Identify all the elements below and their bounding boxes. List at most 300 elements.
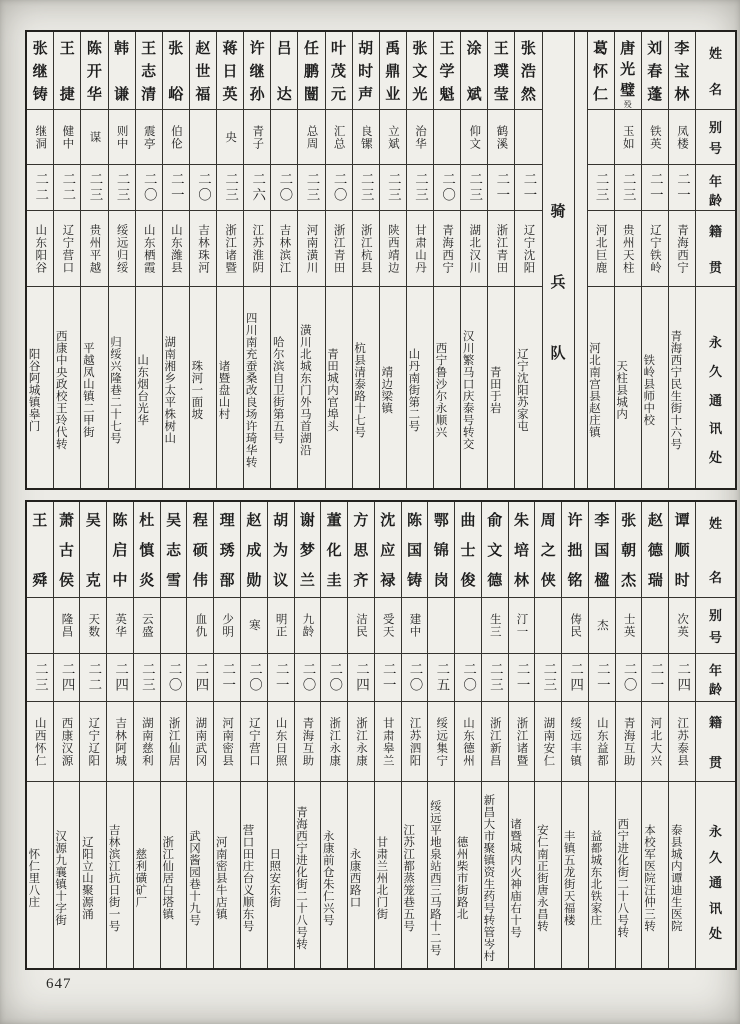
person-name: 赵 世 福 (195, 41, 211, 103)
person-age: 二一 (273, 662, 289, 693)
origin-cell (27, 702, 53, 782)
name-cell (353, 32, 379, 110)
person-name: 王 捷 (59, 41, 75, 103)
age-cell (348, 654, 374, 702)
age-cell (509, 654, 535, 702)
person-alias: 鹤溪 (495, 124, 508, 150)
person-address: 武冈酱园巷十九号 (187, 829, 200, 926)
person-origin: 甘肃山丹 (413, 223, 426, 274)
alias-cell (217, 110, 243, 165)
person-alias: 受天 (381, 613, 394, 638)
origin-cell (54, 211, 80, 287)
person-column (347, 502, 374, 968)
roster-table-bottom (25, 500, 737, 970)
person-address: 辽宁沈阳苏家屯 (515, 348, 528, 432)
age-cell (616, 654, 642, 702)
name-cell (348, 502, 374, 598)
person-column (270, 32, 297, 488)
header-column (695, 32, 735, 488)
alias-cell (562, 598, 588, 654)
alias-cell (515, 110, 541, 165)
origin-cell (380, 211, 406, 287)
person-column (534, 502, 561, 968)
person-age: 二〇 (277, 172, 293, 203)
person-address: 河南密县牛店镇 (214, 835, 227, 920)
person-address: 归绥兴隆巷二十七号 (109, 336, 121, 444)
name-cell (375, 502, 401, 598)
alias-cell (80, 598, 106, 654)
person-address: 营口田庄台义顺东号 (241, 823, 254, 932)
origin-cell (434, 211, 460, 287)
alias-cell (535, 598, 561, 654)
person-column (216, 32, 243, 488)
origin-cell (455, 702, 481, 782)
person-origin: 贵州平越 (88, 223, 101, 274)
person-age: 二〇 (407, 662, 423, 693)
person-alias: 杰 (595, 619, 608, 632)
origin-cell (27, 211, 53, 287)
name-cell (482, 502, 508, 598)
age-cell (187, 654, 213, 702)
person-name: 董 化 圭 (326, 513, 342, 589)
address-cell (295, 782, 321, 968)
person-address: 河北南宫县赵庄镇 (588, 342, 600, 438)
person-name: 朱 培 林 (514, 513, 530, 589)
person-origin: 吉林珠河 (196, 223, 209, 274)
age-cell (295, 654, 321, 702)
person-address: 铁岭县师中校 (642, 354, 655, 426)
person-origin: 湖南慈利 (140, 716, 153, 767)
person-column (27, 32, 53, 488)
person-address: 永康前仓朱仁兴号 (321, 829, 334, 926)
person-name: 胡 为 议 (273, 513, 289, 589)
person-alias: 明正 (274, 613, 287, 638)
alias-cell (615, 110, 641, 165)
name-annotation: 殁 (623, 100, 632, 109)
age-cell (434, 165, 460, 211)
name-cell (669, 502, 695, 598)
address-cell (509, 782, 535, 968)
person-address: 甘肃兰州北门街 (375, 835, 388, 920)
page-number: 647 (46, 976, 72, 992)
person-column (135, 32, 162, 488)
person-address: 平越凤山镇二甲街 (81, 342, 94, 438)
person-age: 二〇 (331, 172, 347, 203)
age-cell (407, 165, 433, 211)
alias-cell (271, 110, 297, 165)
age-cell (380, 165, 406, 211)
person-age: 二一 (594, 662, 610, 693)
person-column (379, 32, 406, 488)
person-origin: 浙江杭县 (359, 223, 372, 274)
name-cell (515, 32, 541, 110)
person-age: 二三 (139, 662, 155, 693)
person-origin: 青海互助 (622, 716, 635, 767)
person-age: 二二 (86, 662, 102, 693)
person-age: 二一 (220, 662, 236, 693)
person-address: 西康中央政校王玲代转 (54, 330, 67, 450)
alias-cell (244, 110, 270, 165)
person-age: 二四 (59, 662, 75, 693)
person-alias: 次英 (676, 613, 689, 638)
name-cell (54, 502, 80, 598)
person-column (374, 502, 401, 968)
person-alias: 伯伦 (169, 124, 182, 150)
origin-cell (353, 211, 379, 287)
section-label: 骑 兵 队 (550, 204, 566, 362)
person-age: 二三 (620, 172, 636, 203)
person-alias: 血仇 (194, 613, 207, 638)
person-age: 二四 (354, 662, 370, 693)
person-name: 陈 国 铸 (406, 513, 422, 589)
age-cell (326, 165, 352, 211)
person-age: 二五 (434, 662, 450, 693)
alias-cell (509, 598, 535, 654)
header-address-cell (696, 782, 735, 968)
age-cell (214, 654, 240, 702)
person-alias: 健中 (61, 124, 74, 150)
age-cell (244, 165, 270, 211)
name-cell (669, 32, 695, 110)
person-address: 汉源九襄镇十字街 (54, 829, 67, 926)
age-cell (669, 165, 695, 211)
person-name: 王 璞 莹 (493, 41, 509, 103)
person-origin: 辽宁铁岭 (648, 223, 661, 274)
person-column (162, 32, 189, 488)
address-cell (353, 287, 379, 488)
person-name: 谭 顺 时 (674, 513, 690, 589)
origin-cell (81, 211, 107, 287)
person-column (133, 502, 160, 968)
person-column (325, 32, 352, 488)
person-origin: 绥远丰镇 (569, 716, 582, 767)
header-name-label: 姓 名 (708, 516, 722, 585)
person-name: 俞 文 德 (487, 513, 503, 589)
origin-cell (642, 702, 668, 782)
person-name: 张 文 光 (412, 41, 428, 103)
person-origin: 江苏淮阴 (251, 223, 264, 274)
origin-cell (402, 702, 428, 782)
person-origin: 浙江永康 (354, 716, 367, 767)
person-alias: 俦民 (569, 613, 582, 638)
person-column (160, 502, 187, 968)
person-origin: 辽宁营口 (61, 223, 74, 274)
name-cell (402, 502, 428, 598)
age-cell (515, 165, 541, 211)
person-column (53, 32, 80, 488)
alias-cell (187, 598, 213, 654)
person-origin: 河南密县 (221, 716, 234, 767)
address-cell (461, 287, 487, 488)
person-column (614, 32, 641, 488)
person-column (297, 32, 324, 488)
person-column (106, 502, 133, 968)
person-age: 二二 (60, 172, 76, 203)
person-name: 王 学 魁 (439, 41, 455, 103)
person-name: 李 国 楹 (594, 513, 610, 589)
person-age: 二〇 (621, 662, 637, 693)
person-column (460, 32, 487, 488)
alias-cell (136, 110, 162, 165)
origin-cell (669, 702, 695, 782)
age-cell (268, 654, 294, 702)
header-address-cell (696, 287, 735, 488)
name-cell (488, 32, 514, 110)
header-column (695, 502, 735, 968)
origin-cell (515, 211, 541, 287)
person-name: 王 舜 (32, 513, 48, 589)
person-alias: 英华 (114, 613, 127, 638)
person-name: 张 峪 (168, 41, 184, 103)
alias-cell (81, 110, 107, 165)
person-name: 吕 达 (276, 41, 292, 103)
person-age: 二四 (193, 662, 209, 693)
person-name: 蒋 日 英 (222, 41, 238, 103)
age-cell (455, 654, 481, 702)
name-cell (190, 32, 216, 110)
age-cell (588, 165, 614, 211)
person-name: 周 之 侠 (540, 513, 556, 589)
person-age: 二〇 (461, 662, 477, 693)
person-address: 西宁鲁沙尔永顺兴 (434, 342, 447, 438)
origin-cell (326, 211, 352, 287)
person-origin: 甘肃皋兰 (381, 716, 394, 767)
address-cell (187, 782, 213, 968)
person-address: 德州柴市街路北 (455, 835, 468, 920)
person-address: 杭县清泰路十七号 (353, 342, 366, 438)
age-cell (535, 654, 561, 702)
person-name: 陈 启 中 (112, 513, 128, 589)
address-cell (380, 287, 406, 488)
age-cell (134, 654, 160, 702)
person-column (427, 502, 454, 968)
person-address: 哈尔滨自卫街第五号 (271, 336, 284, 444)
section-divider-column (542, 32, 574, 488)
person-origin: 江苏泗阳 (408, 716, 421, 767)
person-age: 二一 (521, 172, 537, 203)
address-cell (298, 287, 324, 488)
alias-cell (214, 598, 240, 654)
name-cell (80, 502, 106, 598)
person-address: 西宁进化街二十八号转 (616, 817, 629, 938)
person-alias: 仰文 (468, 124, 481, 150)
origin-cell (214, 702, 240, 782)
person-column (186, 502, 213, 968)
person-origin: 河北巨鹿 (594, 223, 607, 274)
alias-cell (54, 598, 80, 654)
name-cell (136, 32, 162, 110)
person-origin: 浙江青田 (332, 223, 345, 274)
age-cell (402, 654, 428, 702)
person-address: 青田城内官埠头 (326, 348, 338, 432)
origin-cell (163, 211, 189, 287)
person-age: 二三 (223, 172, 239, 203)
origin-cell (482, 702, 508, 782)
alias-cell (27, 598, 53, 654)
header-age-label: 年 龄 (708, 174, 722, 208)
person-column (514, 32, 541, 488)
address-cell (134, 782, 160, 968)
person-origin: 浙江仙居 (167, 716, 180, 767)
person-alias: 总周 (305, 124, 318, 150)
address-cell (375, 782, 401, 968)
age-cell (298, 165, 324, 211)
header-alias-cell (696, 110, 735, 165)
person-address: 浙江仙居白塔镇 (161, 835, 174, 920)
person-age: 二〇 (196, 172, 212, 203)
name-cell (407, 32, 433, 110)
person-column (587, 32, 614, 488)
person-address: 山东烟台光华 (136, 354, 149, 426)
address-cell (244, 287, 270, 488)
person-age: 二一 (514, 662, 530, 693)
alias-cell (375, 598, 401, 654)
address-cell (434, 287, 460, 488)
person-column (641, 32, 668, 488)
person-age: 二六 (250, 172, 266, 203)
person-age: 二一 (380, 662, 396, 693)
person-address: 绥远平地泉站西三马路十二号 (428, 799, 441, 956)
origin-cell (375, 702, 401, 782)
alias-cell (295, 598, 321, 654)
person-origin: 陕西靖边 (386, 223, 399, 274)
alias-cell (326, 110, 352, 165)
age-cell (81, 165, 107, 211)
person-name: 谢 梦 兰 (299, 513, 315, 589)
address-cell (642, 287, 668, 488)
alias-cell (669, 110, 695, 165)
person-alias: 青子 (251, 124, 264, 150)
person-address: 青海西宁民生街十六号 (669, 330, 682, 450)
person-address: 青海西宁进化街二十八号转 (295, 805, 308, 950)
person-origin: 浙江新昌 (488, 716, 501, 767)
person-origin: 山东日照 (274, 716, 287, 767)
person-origin: 山东栖霞 (142, 223, 155, 274)
name-cell (217, 32, 243, 110)
name-cell (428, 502, 454, 598)
alias-cell (163, 110, 189, 165)
roster-table-top (25, 30, 737, 490)
alias-cell (669, 598, 695, 654)
header-address-label: 永 久 通 讯 处 (708, 824, 722, 941)
person-age: 二三 (385, 172, 401, 203)
person-alias: 凤楼 (675, 124, 688, 150)
person-column (53, 502, 80, 968)
person-column (80, 32, 107, 488)
person-address: 泰县城内谭迪生医院 (669, 823, 682, 932)
alias-cell (134, 598, 160, 654)
person-age: 二〇 (300, 662, 316, 693)
person-age: 二三 (541, 662, 557, 693)
name-cell (589, 502, 615, 598)
person-name: 韩 谦 (114, 41, 130, 103)
age-cell (615, 165, 641, 211)
origin-cell (271, 211, 297, 287)
age-cell (562, 654, 588, 702)
address-cell (241, 782, 267, 968)
person-name: 吴 志 雪 (166, 513, 182, 589)
person-column (320, 502, 347, 968)
age-cell (163, 165, 189, 211)
person-age: 二〇 (440, 172, 456, 203)
person-origin: 山东德州 (462, 716, 475, 767)
person-address: 靖边梁镇 (380, 366, 393, 414)
origin-cell (589, 702, 615, 782)
person-age: 二一 (647, 172, 663, 203)
person-address: 湖南湘乡太平株树山 (163, 336, 176, 444)
address-cell (54, 782, 80, 968)
age-cell (642, 654, 668, 702)
alias-cell (27, 110, 53, 165)
header-alias-label: 别 号 (708, 120, 722, 156)
age-cell (217, 165, 243, 211)
address-cell (136, 287, 162, 488)
person-address: 永康西路口 (348, 847, 361, 908)
person-address: 慈利磺矿厂 (134, 847, 147, 908)
origin-cell (461, 211, 487, 287)
person-name: 沈 应 禄 (380, 513, 396, 589)
name-cell (271, 32, 297, 110)
name-cell (27, 32, 53, 110)
person-alias: 治华 (413, 124, 426, 150)
address-cell (482, 782, 508, 968)
person-age: 二三 (593, 172, 609, 203)
person-column (487, 32, 514, 488)
address-cell (217, 287, 243, 488)
name-cell (298, 32, 324, 110)
address-cell (321, 782, 347, 968)
header-alias-cell (696, 598, 735, 654)
person-alias: 天数 (87, 613, 100, 638)
age-cell (54, 654, 80, 702)
person-origin: 辽宁辽阳 (87, 716, 100, 767)
origin-cell (54, 702, 80, 782)
person-address: 汉川繁马口庆泰号转交 (461, 330, 474, 450)
person-age: 二三 (467, 172, 483, 203)
person-alias: 震亭 (142, 124, 155, 150)
person-origin: 西康汉源 (60, 716, 73, 767)
address-cell (348, 782, 374, 968)
person-name: 叶 茂 元 (331, 41, 347, 103)
address-cell (535, 782, 561, 968)
name-cell (295, 502, 321, 598)
person-origin: 辽宁沈阳 (522, 223, 535, 274)
person-name: 萧 古 侯 (59, 513, 75, 589)
age-cell (161, 654, 187, 702)
age-cell (375, 654, 401, 702)
header-name-label: 姓 名 (708, 46, 722, 97)
person-column (213, 502, 240, 968)
alias-cell (461, 110, 487, 165)
origin-cell (295, 702, 321, 782)
alias-cell (321, 598, 347, 654)
alias-cell (428, 598, 454, 654)
person-address: 江苏江都蒸笼巷五号 (402, 823, 415, 932)
person-origin: 浙江青田 (495, 223, 508, 274)
address-cell (161, 782, 187, 968)
age-cell (54, 165, 80, 211)
address-cell (107, 782, 133, 968)
alias-cell (616, 598, 642, 654)
origin-cell (109, 211, 135, 287)
person-origin: 山西怀仁 (33, 716, 46, 767)
person-alias: 寒 (247, 619, 260, 632)
person-address: 诸暨盘山村 (217, 360, 230, 420)
age-cell (136, 165, 162, 211)
person-column (352, 32, 379, 488)
person-age: 二三 (358, 172, 374, 203)
origin-cell (588, 211, 614, 287)
